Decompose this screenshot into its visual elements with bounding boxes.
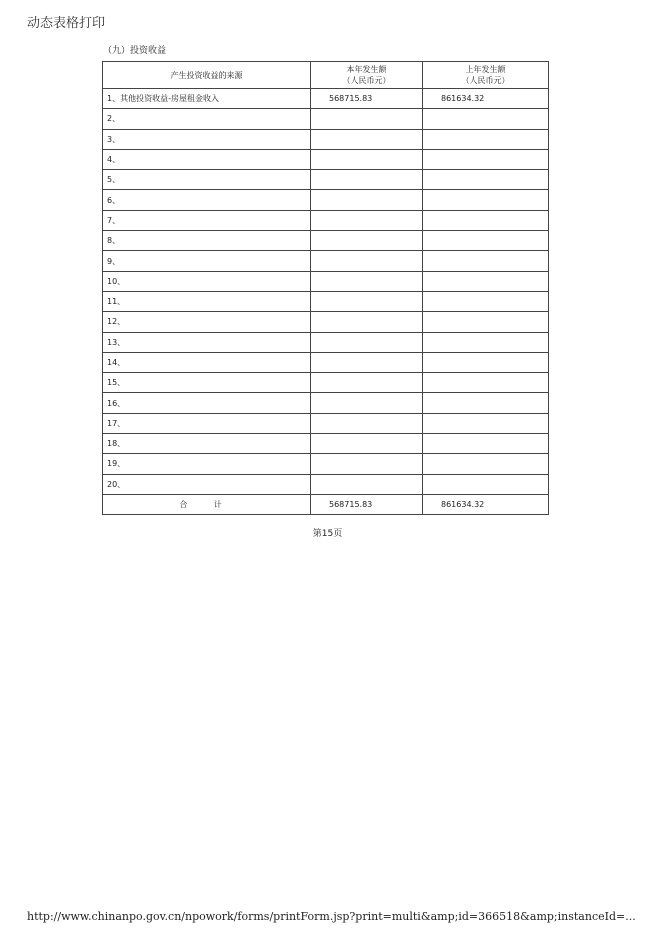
table-row [103,170,549,190]
table-row [103,210,549,230]
row-previous: 861634.32 [423,89,549,109]
table-row [103,413,549,433]
col-header-source [103,62,311,89]
row-previous [423,210,549,230]
row-source: 6、 [103,190,311,210]
row-previous [423,413,549,433]
row-source: 5、 [103,170,311,190]
table-header-row [103,62,549,89]
row-current [311,251,423,271]
row-previous [423,434,549,454]
row-source: 15、 [103,373,311,393]
total-row [103,494,549,514]
row-current [311,474,423,494]
row-previous [423,312,549,332]
row-source: 20、 [103,474,311,494]
row-previous [423,271,549,291]
row-previous [423,190,549,210]
row-current [311,373,423,393]
row-previous [423,373,549,393]
table-row [103,312,549,332]
row-current [311,170,423,190]
row-source: 3、 [103,129,311,149]
row-current [311,434,423,454]
row-current: 568715.83 [311,89,423,109]
table-row [103,373,549,393]
row-source: 17、 [103,413,311,433]
row-source: 11、 [103,291,311,311]
row-previous [423,291,549,311]
row-source: 7、 [103,210,311,230]
row-current [311,413,423,433]
row-previous [423,454,549,474]
row-current [311,210,423,230]
row-source: 1、其他投资收益-房屋租金收入 [103,89,311,109]
row-source: 8、 [103,231,311,251]
total-previous: 861634.32 [423,494,549,514]
row-current [311,454,423,474]
total-current: 568715.83 [311,494,423,514]
row-current [311,109,423,129]
page-number: 第15页 [312,529,343,539]
row-current [311,291,423,311]
row-current [311,149,423,169]
row-source: 13、 [103,332,311,352]
table-row [103,190,549,210]
table-row [103,454,549,474]
row-previous [423,109,549,129]
table-row [103,332,549,352]
row-current [311,352,423,372]
table-row [103,271,549,291]
col-header-current-unit: （人民币元） [342,76,391,85]
row-previous [423,251,549,271]
col-header-previous [423,62,549,89]
table-row [103,109,549,129]
page-header-title: 动态表格打印 [27,16,106,31]
row-previous [423,129,549,149]
table-row [103,474,549,494]
table-row [103,291,549,311]
table-row [103,393,549,413]
row-previous [423,352,549,372]
row-previous [423,170,549,190]
table-row [103,89,549,109]
total-label: 合 计 [103,494,311,514]
row-source: 12、 [103,312,311,332]
col-header-current-label: 本年发生额 [346,65,387,74]
footer-url: http://www.chinanpo.gov.cn/npowork/forms/printForm.jsp?print=multi&amp;id=366518&amp;instanceId=... [27,910,636,923]
col-header-current [311,62,423,89]
table-row [103,149,549,169]
row-source: 14、 [103,352,311,372]
table-row [103,434,549,454]
col-header-source-label: 产生投资收益的来源 [170,70,243,80]
row-source: 16、 [103,393,311,413]
row-current [311,190,423,210]
row-source: 19、 [103,454,311,474]
row-current [311,129,423,149]
row-source: 10、 [103,271,311,291]
section-title: （九）投资收益 [103,46,167,56]
col-header-previous-unit: （人民币元） [461,76,510,85]
row-current [311,312,423,332]
table-row [103,352,549,372]
table-row [103,231,549,251]
investment-income-table [102,61,549,515]
row-source: 4、 [103,149,311,169]
row-current [311,231,423,251]
row-source: 2、 [103,109,311,129]
row-source: 9、 [103,251,311,271]
row-previous [423,231,549,251]
row-previous [423,393,549,413]
table-row [103,129,549,149]
table-row [103,251,549,271]
row-previous [423,474,549,494]
row-previous [423,332,549,352]
row-current [311,332,423,352]
row-current [311,393,423,413]
row-current [311,271,423,291]
row-source: 18、 [103,434,311,454]
row-previous [423,149,549,169]
col-header-previous-label: 上年发生额 [465,65,506,74]
